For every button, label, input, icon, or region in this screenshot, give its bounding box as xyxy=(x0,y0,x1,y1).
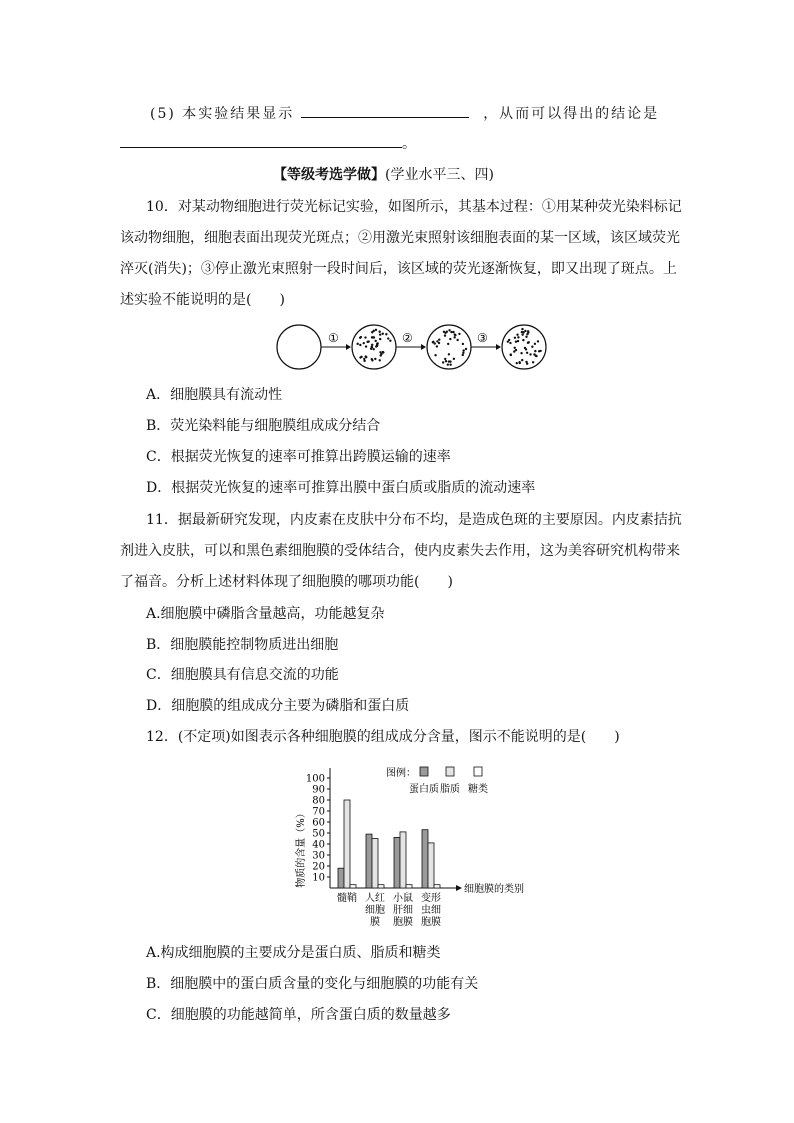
fluorescent-dot xyxy=(522,339,524,341)
q11-option-d[interactable]: D．细胞膜的组成成分主要为磷脂和蛋白质 xyxy=(146,698,410,714)
y-tick-label: 10 xyxy=(312,872,325,884)
fluorescent-dot xyxy=(450,331,452,333)
q11-stem-line: 剂进入皮肤，可以和黑色素细胞膜的受体结合，使内皮素失去作用，这为美容研究机构带来 xyxy=(120,543,680,559)
x-axis-label: 细胞膜的类别 xyxy=(464,884,524,895)
fluorescent-dot xyxy=(364,336,366,338)
fluorescent-dot xyxy=(363,342,365,344)
fluorescent-dot xyxy=(525,336,527,338)
legend-label: 蛋白质 xyxy=(409,784,439,795)
fluorescent-dot xyxy=(374,358,376,360)
legend-swatch xyxy=(420,767,428,776)
x-category-label: 膜 xyxy=(370,917,380,928)
fluorescent-dot xyxy=(526,352,528,354)
legend-swatch xyxy=(446,767,454,776)
fluorescent-dot xyxy=(379,359,381,361)
fluorescent-dot xyxy=(382,351,384,353)
fluorescent-dot xyxy=(387,337,389,339)
y-tick-label: 90 xyxy=(312,784,325,796)
fluorescent-dot xyxy=(382,333,384,335)
y-tick-label: 20 xyxy=(312,861,325,873)
fluorescent-dot xyxy=(371,346,373,348)
fluorescent-dot xyxy=(366,341,368,343)
answer-blank-2[interactable] xyxy=(120,133,402,148)
step-2-label: ② xyxy=(402,331,413,345)
y-tick-label: 80 xyxy=(312,795,325,807)
fluorescent-dot xyxy=(516,334,518,336)
bar-蛋白质 xyxy=(394,837,400,888)
legend-swatch xyxy=(474,767,482,776)
q12-option-c[interactable]: C．细胞膜的功能越简单，所含蛋白质的数量越多 xyxy=(146,1007,451,1023)
y-tick-label: 50 xyxy=(312,828,325,840)
fluorescent-dot xyxy=(521,328,523,330)
fluorescent-dot xyxy=(517,340,519,342)
fluorescent-dot xyxy=(444,334,446,336)
fluorescent-dot xyxy=(531,346,533,348)
cell-unlabeled xyxy=(277,325,321,369)
fluorescent-dot xyxy=(508,339,510,341)
y-tick-label: 40 xyxy=(312,839,325,851)
fluorescent-dot xyxy=(510,353,512,355)
arrowhead-1 xyxy=(346,344,351,350)
fluorescent-dot xyxy=(517,336,519,338)
x-category-label: 细胞 xyxy=(365,905,385,916)
fluorescent-dot xyxy=(438,342,440,344)
fluorescent-dot xyxy=(521,333,523,335)
fluorescent-dot xyxy=(462,352,464,354)
fluorescent-dot xyxy=(525,361,527,363)
fluorescent-dot xyxy=(514,337,516,339)
section-title: 【等级考选学做】 xyxy=(273,167,385,183)
q11-option-c[interactable]: C．细胞膜具有信息交流的功能 xyxy=(146,667,339,683)
bar-糖类 xyxy=(378,885,384,888)
fluorescent-dot xyxy=(376,345,378,347)
fluorescent-dot xyxy=(526,333,528,335)
fluorescent-dot xyxy=(456,339,458,341)
step-3-label: ③ xyxy=(477,331,488,345)
fluorescent-dot xyxy=(522,331,524,333)
fluorescent-dot xyxy=(363,358,365,360)
fluorescent-dot xyxy=(365,345,367,347)
fluorescent-dot xyxy=(447,363,449,365)
q12-option-b[interactable]: B．细胞膜中的蛋白质含量的变化与细胞膜的功能有关 xyxy=(146,976,479,992)
fluorescent-dot xyxy=(524,347,526,349)
fluorescent-dot xyxy=(379,338,381,340)
y-tick-label: 70 xyxy=(312,806,325,818)
fluorescent-dot xyxy=(514,347,516,349)
fluorescent-dot xyxy=(453,336,455,338)
q9-part5-line2 xyxy=(120,133,416,154)
fluorescent-dot xyxy=(527,341,529,343)
fluorescent-dot xyxy=(357,343,359,345)
fluorescent-dot xyxy=(438,338,440,340)
fluorescent-dot xyxy=(436,345,438,347)
fluorescent-dot xyxy=(434,342,436,344)
x-category-label: 胞膜 xyxy=(421,917,441,928)
legend-label: 糖类 xyxy=(468,784,488,795)
bar-脂质 xyxy=(372,839,378,889)
x-category-label: 髓鞘 xyxy=(337,893,357,904)
fluorescent-dot xyxy=(448,329,450,331)
q10-stem-line: 述实验不能说明的是( ) xyxy=(120,292,285,308)
fluorescent-dot xyxy=(374,340,376,342)
fluorescent-dot xyxy=(442,361,444,363)
q12-option-a[interactable]: A.构成细胞膜的主要成分是蛋白质、脂质和糖类 xyxy=(146,945,441,961)
q11-stem-line: 11．据最新研究发现，内皮素在皮肤中分布不均，是造成色斑的主要原因。内皮素拮抗 xyxy=(146,512,682,528)
answer-blank-1[interactable] xyxy=(301,103,469,118)
fluorescent-dot xyxy=(372,336,374,338)
fluorescent-dot xyxy=(534,350,536,352)
fluorescent-dot xyxy=(380,353,382,355)
fluorescent-dot xyxy=(454,334,456,336)
q9-part5-line xyxy=(150,103,659,124)
arrowhead-2 xyxy=(421,344,426,350)
q12-stem: 12．(不定项)如图表示各种细胞膜的组成成分含量，图示不能说明的是( ) xyxy=(146,729,620,745)
fluorescent-dot xyxy=(462,349,464,351)
bar-脂质 xyxy=(400,832,406,888)
fluorescent-dot xyxy=(462,343,464,345)
fluorescent-dot xyxy=(443,331,445,333)
fluorescent-dot xyxy=(372,348,374,350)
fluorescent-dot xyxy=(521,359,523,361)
fluorescent-dot xyxy=(520,352,522,354)
q10-stem-line: 10．对某动物细胞进行荧光标记实验，如图所示，其基本过程：①用某种荧光染料标记 xyxy=(146,199,682,215)
x-axis-arrowhead xyxy=(456,885,462,891)
x-category-label: 肝细 xyxy=(393,905,413,916)
y-axis-label: 物质的含量（%） xyxy=(296,808,307,888)
bar-脂质 xyxy=(344,800,350,888)
membrane-composition-chart xyxy=(290,760,540,935)
q10-option-c[interactable]: C．根据荧光恢复的速率可推算出跨膜运输的速率 xyxy=(146,449,451,465)
bar-脂质 xyxy=(428,843,434,888)
step-1-label: ① xyxy=(328,331,339,345)
legend-title: 图例： xyxy=(386,768,416,779)
arrowhead-3 xyxy=(496,344,501,350)
q10-option-d[interactable]: D．根据荧光恢复的速率可推算出膜中蛋白质或脂质的流动速率 xyxy=(146,480,536,496)
fluorescent-dot xyxy=(359,344,361,346)
y-tick-label: 60 xyxy=(312,817,325,829)
x-category-label: 虫细 xyxy=(421,905,441,916)
fluorescent-dot xyxy=(447,343,449,345)
bar-糖类 xyxy=(434,885,440,888)
section-heading xyxy=(273,165,494,185)
fluorescent-dot xyxy=(373,330,375,332)
x-category-label: 胞膜 xyxy=(393,917,413,928)
fluorescent-dot xyxy=(378,331,380,333)
fluorescent-dot xyxy=(527,330,529,332)
fluorescent-dot xyxy=(385,333,387,335)
fluorescent-dot xyxy=(534,343,536,345)
bar-蛋白质 xyxy=(338,868,344,888)
q10-option-b[interactable]: B．荧光染料能与细胞膜组成成分结合 xyxy=(146,418,381,434)
fluorescent-dot xyxy=(371,359,373,361)
fluorescent-dot xyxy=(449,338,451,340)
fluorescent-dot xyxy=(462,354,464,356)
q9-part5-prefix: (5) 本实验结果显示 xyxy=(150,106,295,122)
fluorescent-dot xyxy=(365,355,367,357)
fluorescence-diagram xyxy=(270,318,560,374)
fluorescent-dot xyxy=(537,340,539,342)
fluorescent-dot xyxy=(445,360,447,362)
fluorescent-dot xyxy=(434,354,436,356)
x-category-label: 变形 xyxy=(421,893,441,904)
section-subtitle: (学业水平三、四) xyxy=(385,167,494,183)
bar-糖类 xyxy=(350,885,356,888)
fluorescent-dot xyxy=(515,349,517,351)
fluorescent-dot xyxy=(532,361,534,363)
y-tick-label: 100 xyxy=(305,773,325,785)
fluorescent-dot xyxy=(448,353,450,355)
bar-糖类 xyxy=(406,885,412,888)
fluorescent-dot xyxy=(359,356,361,358)
fluorescent-dot xyxy=(529,353,531,355)
q9-part5-end: 。 xyxy=(402,136,416,152)
fluorescent-dot xyxy=(446,331,448,333)
fluorescent-dot xyxy=(371,344,373,346)
fluorescent-dot xyxy=(518,361,520,363)
q10-stem-line: 该动物细胞，细胞表面出现荧光斑点；②用激光束照射该细胞表面的某一区域，该区域荧光 xyxy=(120,230,680,246)
fluorescent-dot xyxy=(360,336,362,338)
q10-stem-line: 淬灭(消失)；③停止激光束照射一段时间后，该区域的荧光逐渐恢复，即又出现了斑点。上 xyxy=(120,261,677,277)
fluorescent-dot xyxy=(379,333,381,335)
bar-蛋白质 xyxy=(422,830,428,888)
fluorescent-dot xyxy=(539,350,541,352)
fluorescent-dot xyxy=(516,362,518,364)
fluorescent-dot xyxy=(465,348,467,350)
q11-option-b[interactable]: B．细胞膜能控制物质进出细胞 xyxy=(146,637,339,653)
fluorescent-dot xyxy=(448,360,450,362)
fluorescent-dot xyxy=(515,340,517,342)
q11-stem-line: 了福音。分析上述材料体现了细胞膜的哪项功能( ) xyxy=(120,574,453,590)
fluorescent-dot xyxy=(444,358,446,360)
x-category-label: 人红 xyxy=(365,893,385,904)
fluorescent-dot xyxy=(509,342,511,344)
bar-蛋白质 xyxy=(366,834,372,888)
y-tick-label: 30 xyxy=(312,850,325,862)
fluorescent-dot xyxy=(389,339,391,341)
q9-part5-middle: ，从而可以得出的结论是 xyxy=(483,106,660,122)
x-category-label: 小鼠 xyxy=(393,893,413,904)
fluorescent-dot xyxy=(458,333,460,335)
fluorescent-dot xyxy=(375,329,377,331)
q10-option-a[interactable]: A．细胞膜具有流动性 xyxy=(146,387,283,403)
q11-option-a[interactable]: A.细胞膜中磷脂含量越高，功能越复杂 xyxy=(146,606,385,622)
fluorescent-dot xyxy=(449,363,451,365)
legend-label: 脂质 xyxy=(440,784,460,795)
fluorescent-dot xyxy=(453,358,455,360)
fluorescent-dot xyxy=(535,355,537,357)
